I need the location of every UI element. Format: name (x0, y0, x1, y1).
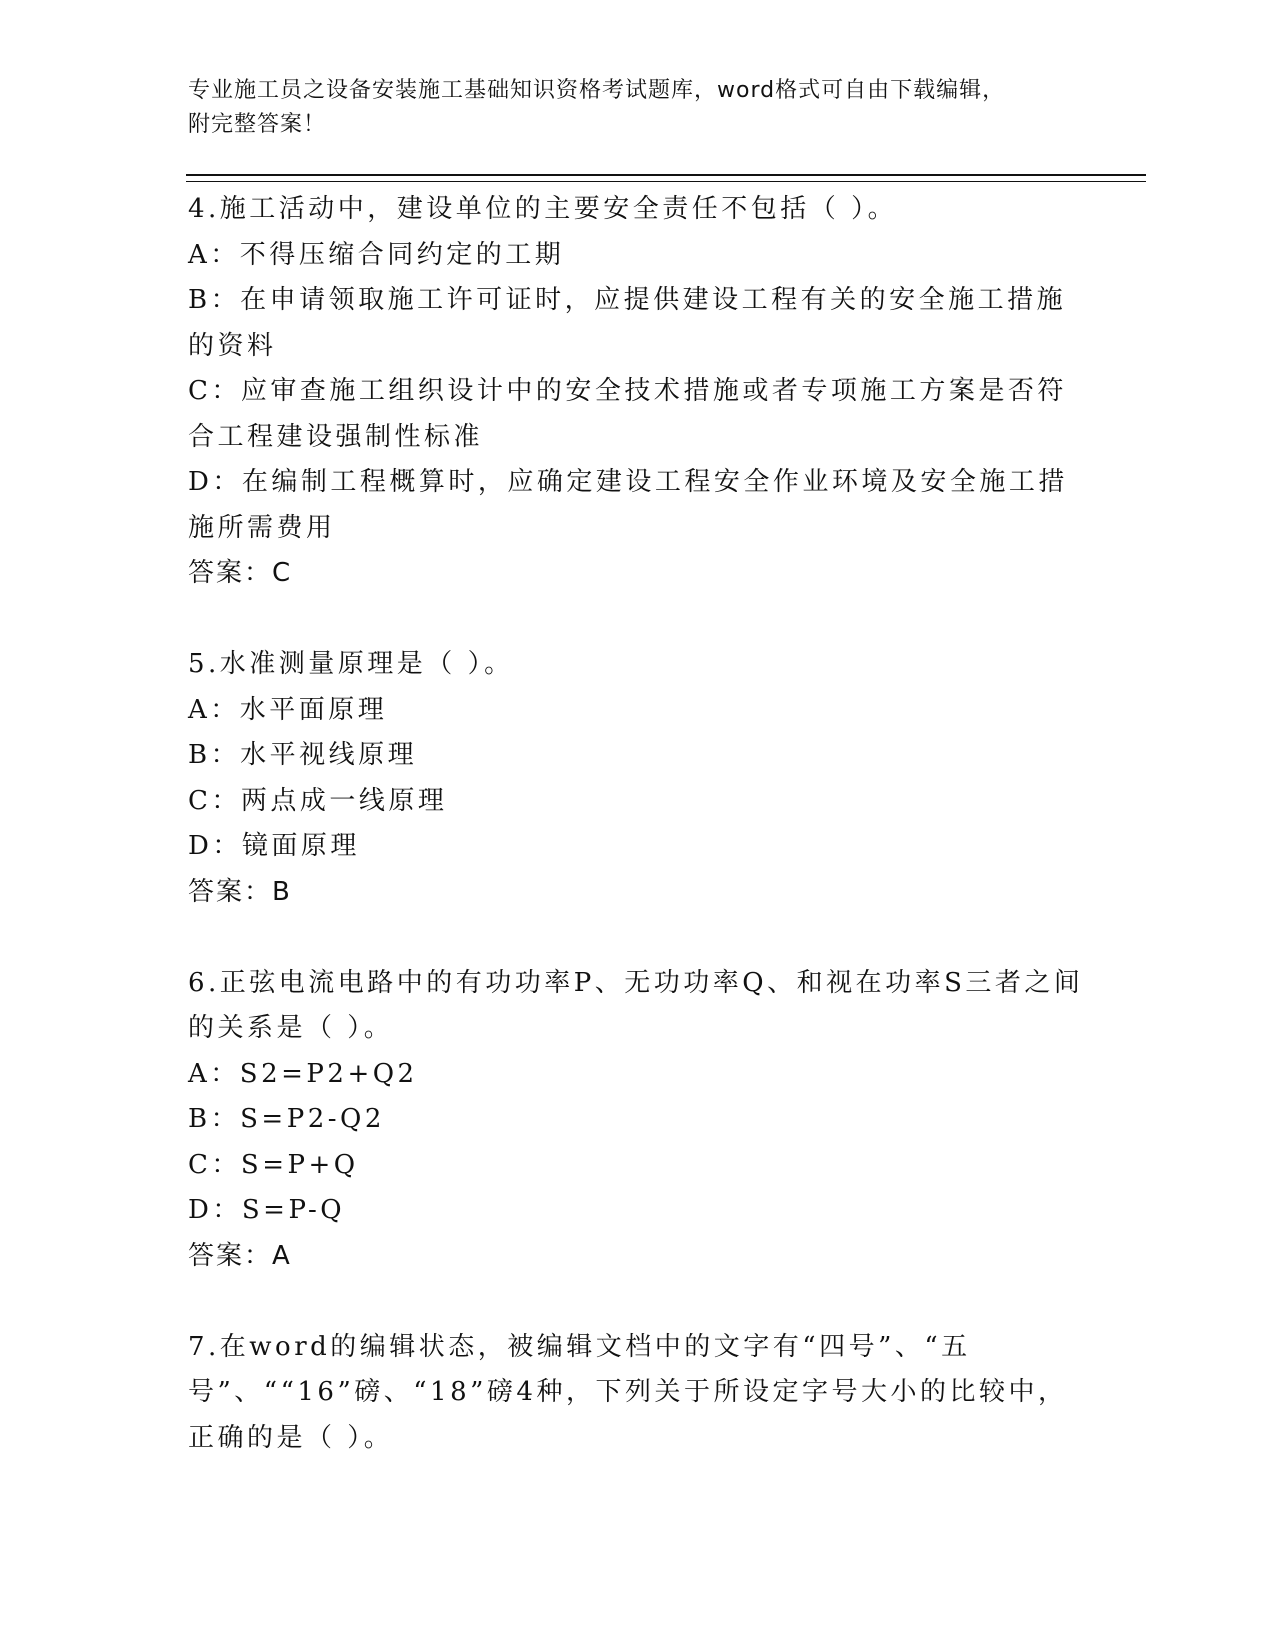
spacer (188, 1279, 1088, 1325)
question-stem: 7.在word的编辑状态，被编辑文档中的文字有“四号”、“五号”、““16”磅、“18”磅4种，下列关于所设定字号大小的比较中，正确的是（ ）。 (188, 1331, 1068, 1453)
option-c: C：两点成一线原理 (188, 785, 448, 816)
header-divider-thin (186, 181, 1146, 182)
question-4 (188, 187, 1088, 597)
option-d: D：在编制工程概算时，应确定建设工程安全作业环境及安全施工措施所需费用 (188, 467, 1068, 543)
option-d: D：镜面原理 (188, 831, 360, 861)
answer: 答案：B (188, 876, 292, 907)
header-line-1: 专业施工员之设备安装施工基础知识资格考试题库，word格式可自由下载编辑， (188, 78, 1006, 103)
option-b: B：水平视线原理 (188, 740, 418, 770)
question-stem: 6.正弦电流电路中的有功功率P、无功功率Q、和视在功率S三者之间的关系是（ ）。 (188, 967, 1084, 1043)
question-5 (188, 642, 1088, 915)
answer: 答案：C (188, 558, 293, 588)
spacer (188, 597, 1088, 643)
document-header (188, 74, 1088, 142)
header-divider-thick (186, 174, 1146, 176)
spacer (188, 915, 1088, 961)
option-d: D：S=P-Q (188, 1195, 346, 1225)
option-a: A：不得压缩合同约定的工期 (188, 239, 565, 270)
option-c: C：应审查施工组织设计中的安全技术措施或者专项施工方案是否符合工程建设强制性标准 (188, 376, 1067, 452)
option-c: C：S=P+Q (188, 1149, 359, 1180)
question-stem: 4.施工活动中，建设单位的主要安全责任不包括（ ）。 (188, 194, 898, 224)
option-a: A：S2=P2+Q2 (188, 1058, 418, 1089)
header-line-2: 附完整答案！ (188, 112, 327, 137)
question-7 (188, 1325, 1088, 1462)
question-6 (188, 961, 1088, 1280)
option-b: B：在申请领取施工许可证时，应提供建设工程有关的安全施工措施的资料 (188, 285, 1067, 361)
answer: 答案：A (188, 1240, 292, 1271)
option-b: B：S=P2-Q2 (188, 1104, 385, 1134)
question-stem: 5.水准测量原理是（ ）。 (188, 649, 514, 679)
question-list (188, 187, 1088, 1461)
option-a: A：水平面原理 (188, 694, 388, 725)
